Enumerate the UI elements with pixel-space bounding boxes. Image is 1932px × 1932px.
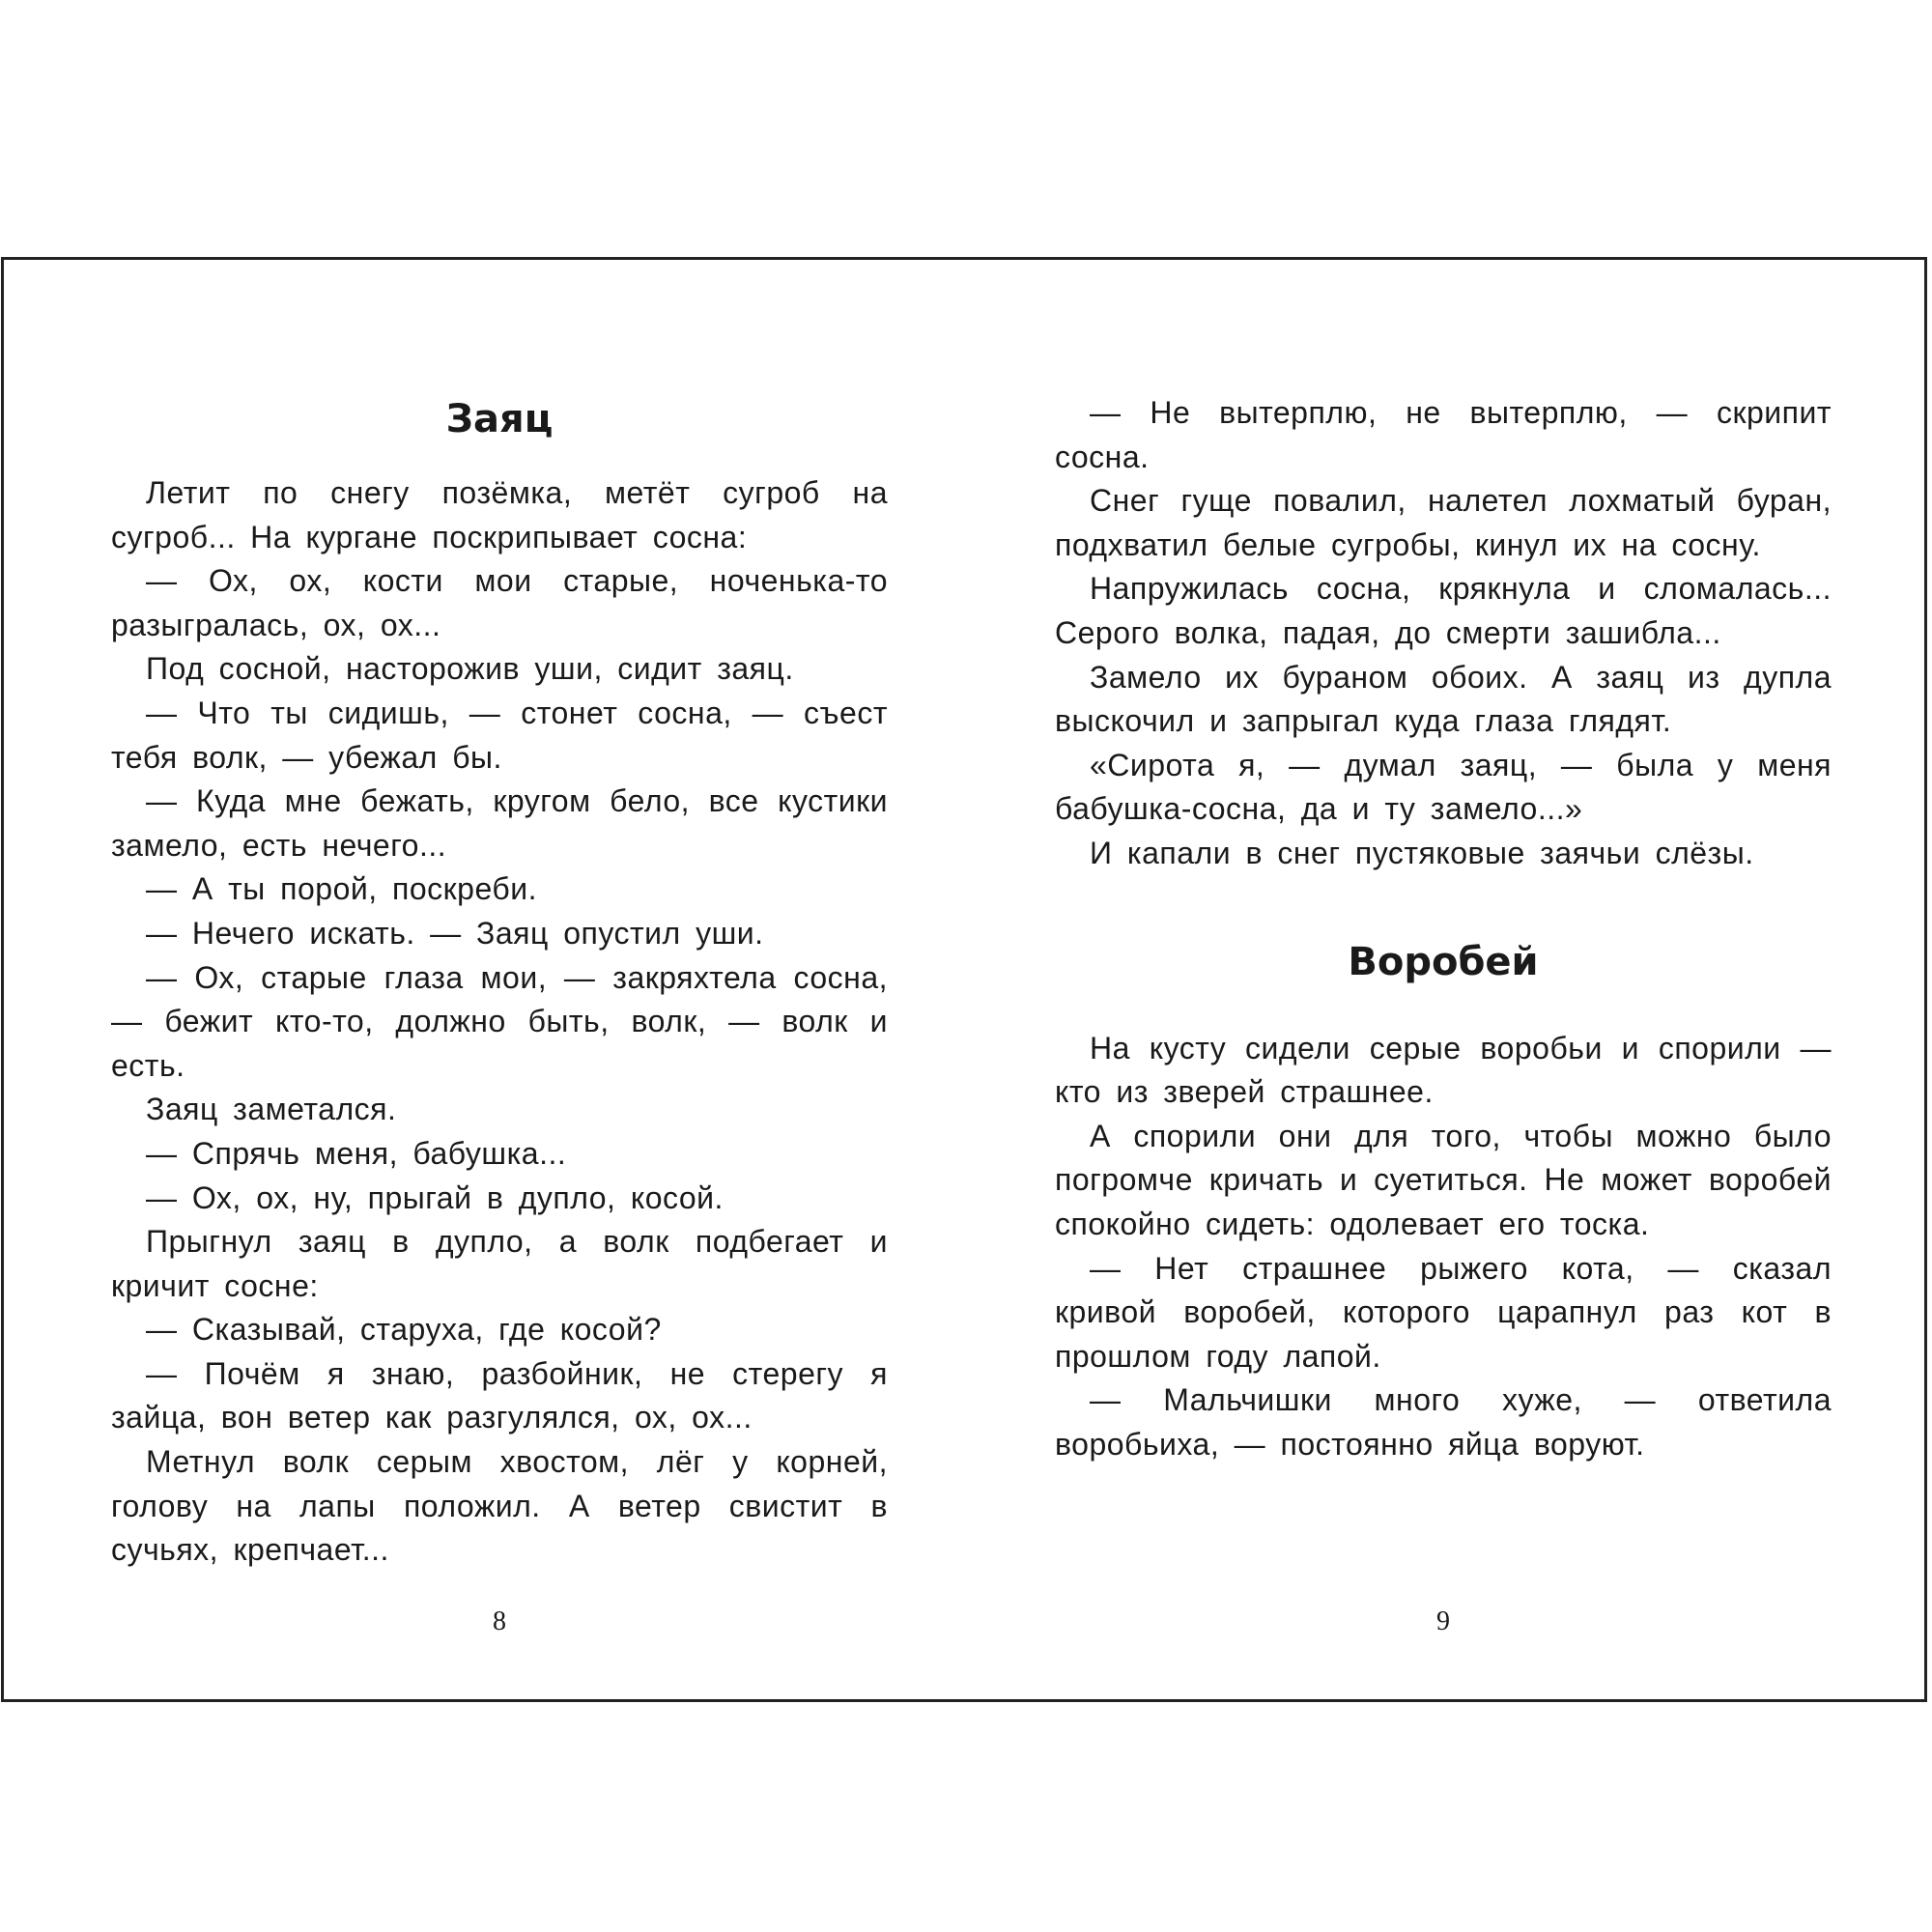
paragraph: Напружилась сосна, крякнула и сломалась... Серого волка, падая, до смерти зашибла...	[1055, 571, 1832, 650]
paragraph: — Не вытерплю, не вытерплю, — скрипит сосна.	[1055, 395, 1832, 474]
paragraph: «Сирота я, — думал заяц, — была у меня бабушка-сосна, да и ту замело...»	[1055, 747, 1832, 827]
page-number-right: 9	[1436, 1606, 1450, 1636]
paragraph: — Нет страшнее рыжего кота, — сказал кривой воробей, которого царапнул раз кот в прошлом году лапой.	[1055, 1250, 1832, 1374]
paragraph: — А ты порой, поскреби.	[146, 871, 537, 907]
paragraph: — Почём я знаю, разбойник, не стерегу я зайца, вон ветер как разгулялся, ох, ох...	[111, 1355, 888, 1435]
paragraph: Заяц заметался.	[146, 1092, 397, 1127]
page-number-left: 8	[493, 1606, 506, 1636]
paragraph: — Ох, старые глаза мои, — закряхтела сосна, — бежит кто-то, должно быть, волк, — волк и есть.	[111, 959, 888, 1083]
left-page	[111, 260, 888, 1699]
story-title-vorobey: Воробей	[1348, 939, 1539, 984]
story-title-zayats: Заяц	[445, 397, 554, 441]
paragraph: — Нечего искать. — Заяц опустил уши.	[146, 915, 764, 951]
paragraph: Летит по снегу позёмка, метёт сугроб на сугроб... На кургане поскрипывает сосна:	[111, 475, 888, 554]
right-page	[1055, 260, 1832, 1699]
paragraph: — Ох, ох, кости мои старые, ноченька-то разыгралась, ох, ох...	[111, 563, 888, 642]
book-spread	[1, 257, 1927, 1702]
paragraph: Снег гуще повалил, налетел лохматый буран, подхватил белые сугробы, кинул их на сосну.	[1055, 483, 1832, 562]
paragraph: Замело их бураном обоих. А заяц из дупла выскочил и запрыгал куда глаза глядят.	[1055, 659, 1832, 739]
left-page-text	[111, 471, 888, 1573]
paragraph: — Сказывай, старуха, где косой?	[146, 1312, 662, 1348]
paragraph: На кусту сидели серые воробьи и спорили — кто из зверей страшнее.	[1055, 1030, 1832, 1110]
paragraph: — Ох, ох, ну, прыгай в дупло, косой.	[146, 1179, 724, 1215]
paragraph: — Куда мне бежать, кругом бело, все кустики замело, есть нечего...	[111, 783, 888, 863]
paragraph: — Что ты сидишь, — стонет сосна, — съест тебя волк, — убежал бы.	[111, 695, 888, 775]
paragraph: Прыгнул заяц в дупло, а волк подбегает и кричит сосне:	[111, 1224, 888, 1303]
paragraph: — Спрячь меня, бабушка...	[146, 1135, 567, 1171]
right-page-text	[1055, 391, 1832, 1466]
paragraph: Под сосной, насторожив уши, сидит заяц.	[146, 651, 794, 687]
paragraph: Метнул волк серым хвостом, лёг у корней, голову на лапы положил. А ветер свистит в сучьях, крепчает...	[111, 1444, 888, 1568]
paragraph: И капали в снег пустяковые заячьи слёзы.	[1090, 835, 1754, 870]
paragraph: А спорили они для того, чтобы можно было погромче кричать и суетиться. Не может воробей спокойно сидеть: одолевает его тоска.	[1055, 1118, 1832, 1241]
paragraph: — Мальчишки много хуже, — ответила воробьиха, — постоянно яйца воруют.	[1055, 1382, 1832, 1462]
